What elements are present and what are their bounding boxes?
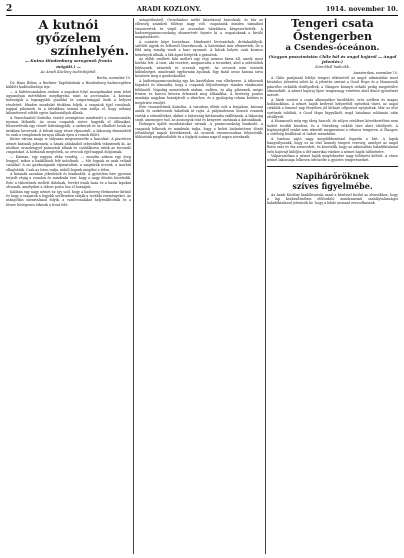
column-2 — [135, 18, 263, 554]
article-headline: a Csendes-óceánon. — [285, 43, 380, 53]
article-subtitle: mögött.) — — [56, 64, 81, 69]
column-1 — [6, 18, 131, 554]
section-rule — [267, 166, 398, 167]
article-subtitle: — Kutno Hindenburg seregének fronta — [24, 58, 113, 63]
paragraph: — Kaiman, egy nagyon ritka vendég, — mondta nekem egy öreg lengyel, mikor a hadállások felé indultunk. — Mit fognak az urak velünk csinálni? A mi gazdaságaink elpusztultak, a magtárak üresek, a marhát elhajtották. Csak az Isten tudja, miből fogunk megélni a télen. — [6, 154, 131, 172]
article-headline: A kutnói győzelem — [35, 18, 102, 45]
notice-text: Az Aradi Közlöny kiadóhivatala azzal a kéréssel fordul az olvasókhoz, hogy a lap kézbesítésében előforduló mindennemű szabálytalanságot haladéktalanul jelentsék be, hogy a hibát azonnal orvosolhassuk. — [267, 192, 398, 206]
paragraph: Este visszatértünk Kutnóba. A városban élénk volt a forgalom, katonai autók és szekérsorok haladtak át rajta. A pályaudvaron hosszú vonatok várták a sebesülteket, akiket a hátország kórházaiba szállítanak. A lakosság segít, amennyire tud, az asszonyok teát és kenyeret osztanak a katonáknak. — [135, 104, 263, 122]
page-number: 2 — [6, 4, 13, 14]
page-header — [6, 4, 398, 14]
column-divider — [133, 18, 134, 554]
article-subtitle: (Nagyon pesszimistán Chile ból és angol hajóról — Angol jelentés.) — [268, 54, 397, 64]
paragraph: Holnapra újabb mozdulatokat várnak. A parancsnokság bizakodó, a csapatok lelkesek és mindenki tudja, hogy a keleti hadszíntéren döntő jelentőségű napok következnek. Az oroszok visszavonulása folytatódik, üldözésük megkezdődött és a foglyok száma napról napra növekszik. — [135, 122, 263, 140]
article-dateline: Berlin, november 10. — [96, 75, 131, 80]
article-dateline: Amszterdam, november 10. — [353, 70, 398, 75]
paragraph: A hírek szerint a csata alkonyatkor kezdődött, erős szélben és magas hullámokban. A német hajók kedvező helyzetből nyitottak tüzet, az angol cirkálók a lemenő nap fényében jól látható célpontot nyújtottak. Már az első sortüzek találtak, a Good Hope kigyulladt, majd hatalmas robbanás után elsüllyedt. — [267, 97, 398, 119]
column-divider — [265, 18, 266, 554]
article-headline: Tengeri csata Őstengerben — [291, 18, 374, 43]
paragraph: A londoni sajtó nagy megdöbbenéssel fogadta a hírt. A lapok hangsúlyozzák, hogy ez az első komoly tengeri vereség, amelyet az angol flotta száz év óta szenvedett, és követelik, hogy az admiralitás haladéktalanul erős hajórajt küldjön a dél-amerikai vizekre a német hajók üldözésére. — [267, 136, 398, 154]
paragraph: Dr. Hans Böhm, a Berliner Tageblattnak a Hindenburg hadseregében küldött haditudósítója írja: — [6, 80, 131, 90]
paragraph: A katonák azonban jókedvűek és bizakodók. A győzelem híre gyorsan terjedt végig a vonalon és mindenki érzi, hogy a nagy döntés közeledik. Este a tábortüzek mellett dalolnak, levelet írnak haza és a hazai lapokat olvassák, amelyeket a tábori posta hoz el hozzájuk. — [6, 172, 131, 190]
paragraph: Kalibán egy nagy német úr, így szól, hogy a hadsereg élelmezése kitűnő és hogy a csapatok a legjobb szellemben várják a további eseményeket. Az utánpótlás zavartalanul folyik, a vasútvonalakat helyreállították és a lőszer bőségesen érkezik a front felé. — [6, 189, 131, 207]
paragraph: utánpótlásáról. Oroszlánhoz méltó kitartással harcolnak, és bár az ellenség számbeli fölénye nagy volt, csapataink minden támadást visszavertek és végül az oroszokat hátrálásra kényszerítették. A hadseregparancsnokság elismerését fejezte ki a csapatoknak a kiváló magatartásért. — [135, 18, 263, 40]
article-headline: színhelyén. — [50, 43, 129, 58]
notice-title: Napihárőröknek — [295, 170, 370, 181]
column-3 — [267, 18, 398, 554]
paragraph: Valparaisóban a német hajók megérkezése nagy feltűnést keltett. A város német lakossága lelkesen üdvözölte a győztes tengerészeket. — [267, 154, 398, 163]
issue-date: 1914. november 10. — [325, 5, 398, 13]
notice-subtitle: szíves figyelmébe. — [292, 180, 373, 191]
paragraph: A Warschauból Kutnóba vezető országúton mindenütt a visszavonulás nyomai láthatók. Az orosz csapatok sietve hagyták el állásaikat, felszerelésük egy részét hátrahagyták, a szekerek és az elhullott lovak az árokban hevernek. A falvak nagy része elpusztult, a lakosság elmenekült és csak a templomok tornyai állnak épen a romok fölött. — [6, 115, 131, 138]
paragraph: Kutno városa maga is súlyosan megszenvedte a harcokat. A piactéren német katonák pihennek, a házak ablakaiból sebesültek tekintenek ki. Az utcákon oroszlengyel parasztok állnak és csodálkozva nézik az átvonuló csapatokat. A kórházak megteltek, az orvosok éjjel-nappal dolgoznak. — [6, 137, 131, 155]
header-rule — [6, 15, 398, 16]
article-byline: Az Aradi Közlöny tudósítójától. — [40, 70, 97, 74]
paragraph: Az előbb említett falu mellett egy régi nemesi kúria áll, amely most kórház lett. A tiszt, aki vezetett, megmutatta a termeket, ahol a sebesültek feküsznek, németek és oroszok együtt. Az orvosok nem tesznek különbséget, mindenkit egyformán ápolnak. Egy fiatal orosz katona sírva köszönte meg a gondoskodást. — [135, 57, 263, 79]
paragraph: A hadtestparancsnokság egy kis kastélyban van elhelyezve. A tábornok fogadott és elmondta, hogy a csapatok teljesítménye minden várakozást felülmúlt. Napokig menetelnek sárban, esőben, és alig pihennek, mégis frissen és harcra készen érkeznek meg állásaikba. A tüzérség pontos munkája nagyban hozzájárult a sikerhez, és a gyalogság roham közben is megőrizte rendjét. — [135, 78, 263, 105]
paragraph: A Chile partjainál lefolyt tengeri ütközetről az angol admiralitás most hivatalos jelentést adott ki. A jelentés szerint a Good Hope és a Monmouth páncélos cirkálók elsüllyedtek, a Glasgow könnyű cirkáló pedig megsérülve elmenekült. A német hajóraj Spee tengernagy vezetése alatt döntő győzelmet aratott. — [267, 75, 398, 98]
paragraph: A Monmouth még egy ideig harcolt, de súlyos sérülései következtében nem tudott tovább küzdeni, és a Nürnberg cirkáló tüze alatt elsüllyedt. A legénységből senkit sem sikerült megmenteni a viharos tengeren. A Glasgow a sötétség beálltával el tudott menekülni. — [267, 119, 398, 137]
masthead: ARADI KOZLONY. — [136, 5, 202, 13]
article-byline: Zürichből hadicikk. — [314, 65, 351, 69]
paragraph: A csatatér képe borzalmas. Mindenütt lövészárkok, drótakadályok, szétlőtt ágyúk és felborult lőszerkocsik. A halottakat már eltemették, de a föld még mindig viseli a harc nyomait. A falvak helyén csak kormos kémények állnak, a fák ágait letépték a gránátok. — [135, 39, 263, 57]
paragraph: — A háttérvonalakon ezeken a napokon folyó mozgalmakat nem lehet ugyanolyan mértékben megfigyelni, mint az arcvonalon. A katonai hatóságok a legnagyobb gonddal és szigorúsággal őrzik a helyzet részleteit. Minden mozdulat titokban folyik, a csapatok éjjel vonulnak, nappal pihennek és a falvakban semmi sem árulja el, hogy néhány kilométerrel odébb egész hadosztályok állnak. — [6, 89, 131, 116]
